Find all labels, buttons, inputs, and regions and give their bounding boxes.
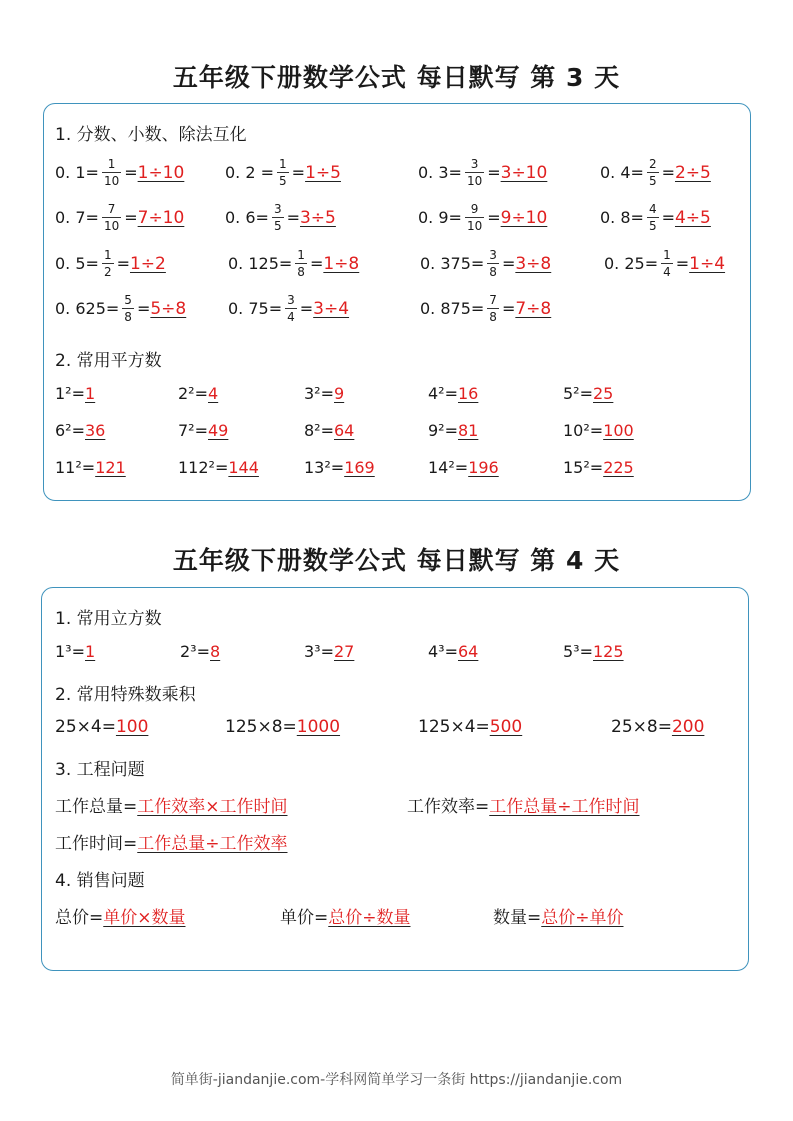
formula-item: 工作时间= 工作总量÷工作效率	[55, 829, 288, 854]
answer: 225	[603, 458, 634, 477]
decimal-label: 0. 125=	[228, 254, 293, 273]
square-item: 2²= 4	[178, 384, 230, 403]
fraction-item: 0. 2 = $\frac{1}{5}$ = 1÷5	[225, 157, 341, 188]
answer: 3÷5	[299, 207, 336, 228]
product-item: 25×4= 100	[55, 717, 149, 737]
fraction-item: 0. 75= $\frac{3}{4}$ = 3÷4	[228, 293, 350, 324]
decimal-label: 0. 5=	[55, 254, 99, 273]
formula-item: 数量= 总价÷单价	[493, 903, 624, 928]
answer: 9÷10	[500, 207, 548, 228]
fraction: $\frac{9}{10}$	[466, 202, 483, 233]
fraction: $\frac{3}{10}$	[466, 157, 483, 188]
square-item: 11²= 121	[55, 458, 126, 477]
decimal-label: 0. 75=	[228, 299, 283, 318]
answer: 1	[85, 384, 96, 403]
fraction: $\frac{3}{8}$	[489, 248, 497, 279]
answer: 7÷10	[137, 207, 185, 228]
answer: 64	[458, 642, 479, 661]
fraction: $\frac{7}{8}$	[489, 293, 497, 324]
fraction: $\frac{5}{8}$	[124, 293, 132, 324]
answer: 总价÷数量	[328, 908, 411, 928]
fraction-item: 0. 875= $\frac{7}{8}$ = 7÷8	[420, 293, 552, 324]
day3-section1-heading: 1. 分数、小数、除法互化	[55, 125, 247, 145]
cube-item: 1³= 1	[55, 642, 107, 661]
fraction-item: 0. 25= $\frac{1}{4}$ = 1÷4	[604, 248, 726, 279]
product-item: 125×4= 500	[418, 717, 523, 737]
fraction-item: 0. 375= $\frac{3}{8}$ = 3÷8	[420, 248, 552, 279]
answer: 144	[228, 458, 259, 477]
decimal-label: 0. 875=	[420, 299, 485, 318]
decimal-label: 0. 7=	[55, 208, 99, 227]
answer: 5÷8	[150, 298, 187, 319]
fraction: $\frac{1}{8}$	[297, 248, 305, 279]
decimal-label: 0. 1=	[55, 163, 99, 182]
answer: 1÷5	[305, 162, 341, 183]
answer: 1000	[296, 717, 341, 737]
answer: 1÷8	[323, 253, 360, 274]
square-item: 3²= 9	[304, 384, 356, 403]
square-item: 112²= 144	[178, 458, 259, 477]
day4-section4-heading: 4. 销售问题	[55, 871, 145, 891]
decimal-label: 0. 4=	[600, 163, 644, 182]
fraction: $\frac{4}{5}$	[648, 202, 657, 233]
fraction-item: 0. 4= $\frac{2}{5}$ = 2÷5	[600, 157, 711, 188]
answer: 500	[489, 717, 523, 737]
answer: 总价÷单价	[541, 908, 624, 928]
day3-section2-heading: 2. 常用平方数	[55, 351, 162, 371]
answer: 200	[671, 717, 705, 737]
fraction: $\frac{1}{10}$	[103, 157, 120, 188]
formula-item: 总价= 单价×数量	[55, 903, 186, 928]
decimal-label: 0. 375=	[420, 254, 485, 273]
decimal-label: 0. 6=	[225, 208, 269, 227]
fraction: $\frac{7}{10}$	[103, 202, 120, 233]
answer: 9	[334, 384, 345, 403]
cube-item: 3³= 27	[304, 642, 355, 661]
answer: 3÷8	[515, 253, 552, 274]
square-item: 13²= 169	[304, 458, 375, 477]
answer: 1÷4	[689, 253, 726, 274]
answer: 27	[334, 642, 355, 661]
answer: 工作总量÷工作效率	[137, 834, 288, 854]
cube-item: 5³= 125	[563, 642, 624, 661]
answer: 8	[210, 642, 221, 661]
fraction: $\frac{2}{5}$	[648, 157, 657, 188]
answer: 1	[85, 642, 96, 661]
square-item: 14²= 196	[428, 458, 499, 477]
answer: 单价×数量	[103, 908, 186, 928]
fraction: $\frac{3}{4}$	[287, 293, 295, 324]
fraction-item: 0. 9= $\frac{9}{10}$ = 9÷10	[418, 202, 548, 233]
fraction-item: 0. 8= $\frac{4}{5}$ = 4÷5	[600, 202, 711, 233]
answer: 100	[603, 421, 634, 440]
fraction: $\frac{1}{2}$	[103, 248, 112, 279]
answer: 2÷5	[674, 162, 711, 183]
formula-item: 工作效率= 工作总量÷工作时间	[407, 792, 640, 817]
footer-watermark: 简单街-jiandanjie.com-学科网简单学习一条街 https://jiandanjie.com	[170, 1072, 623, 1088]
fraction: $\frac{3}{5}$	[273, 202, 282, 233]
answer: 121	[95, 458, 126, 477]
square-item: 8²= 64	[304, 421, 355, 440]
answer: 25	[593, 384, 614, 403]
answer: 7÷8	[515, 298, 552, 319]
square-item: 15²= 225	[563, 458, 634, 477]
product-item: 125×8= 1000	[225, 717, 341, 737]
fraction-item: 0. 1= $\frac{1}{10}$ = 1÷10	[55, 157, 185, 188]
answer: 36	[85, 421, 106, 440]
square-item: 4²= 16	[428, 384, 479, 403]
fraction-item: 0. 5= $\frac{1}{2}$ = 1÷2	[55, 248, 166, 279]
day4-section2-heading: 2. 常用特殊数乘积	[55, 685, 196, 705]
square-item: 9²= 81	[428, 421, 479, 440]
answer: 125	[593, 642, 624, 661]
day4-section3-heading: 3. 工程问题	[55, 760, 145, 780]
square-item: 1²= 1	[55, 384, 107, 403]
day4-section1-heading: 1. 常用立方数	[55, 609, 162, 629]
fraction-item: 0. 6= $\frac{3}{5}$ = 3÷5	[225, 202, 336, 233]
day4-title: 五年级下册数学公式 每日默写 第 4 天	[172, 546, 621, 575]
answer: 100	[115, 717, 149, 737]
decimal-label: 0. 8=	[600, 208, 644, 227]
decimal-label: 0. 2 =	[225, 163, 275, 182]
answer: 4÷5	[674, 207, 711, 228]
decimal-label: 0. 625=	[55, 299, 120, 318]
square-item: 10²= 100	[563, 421, 634, 440]
decimal-label: 0. 3=	[418, 163, 462, 182]
cube-item: 2³= 8	[180, 642, 232, 661]
product-item: 25×8= 200	[611, 717, 705, 737]
formula-item: 工作总量= 工作效率×工作时间	[55, 792, 288, 817]
square-item: 6²= 36	[55, 421, 106, 440]
square-item: 7²= 49	[178, 421, 229, 440]
answer: 81	[458, 421, 479, 440]
fraction-item: 0. 125= $\frac{1}{8}$ = 1÷8	[228, 248, 360, 279]
answer: 1÷10	[137, 162, 185, 183]
formula-item: 单价= 总价÷数量	[280, 903, 411, 928]
fraction-item: 0. 7= $\frac{7}{10}$ = 7÷10	[55, 202, 185, 233]
answer: 196	[468, 458, 499, 477]
fraction-item: 0. 625= $\frac{5}{8}$ = 5÷8	[55, 293, 187, 324]
cube-item: 4³= 64	[428, 642, 479, 661]
fraction: $\frac{1}{5}$	[279, 157, 287, 188]
fraction-item: 0. 3= $\frac{3}{10}$ = 3÷10	[418, 157, 548, 188]
square-item: 5²= 25	[563, 384, 614, 403]
answer: 工作总量÷工作时间	[489, 797, 640, 817]
day3-title: 五年级下册数学公式 每日默写 第 3 天	[172, 63, 621, 92]
answer: 16	[458, 384, 479, 403]
answer: 1÷2	[129, 253, 166, 274]
answer: 49	[208, 421, 229, 440]
answer: 169	[344, 458, 375, 477]
decimal-label: 0. 25=	[604, 254, 659, 273]
answer: 3÷4	[313, 298, 350, 319]
decimal-label: 0. 9=	[418, 208, 462, 227]
answer: 工作效率×工作时间	[137, 797, 288, 817]
answer: 3÷10	[500, 162, 548, 183]
fraction: $\frac{1}{4}$	[663, 248, 671, 279]
answer: 4	[208, 384, 219, 403]
answer: 64	[334, 421, 355, 440]
